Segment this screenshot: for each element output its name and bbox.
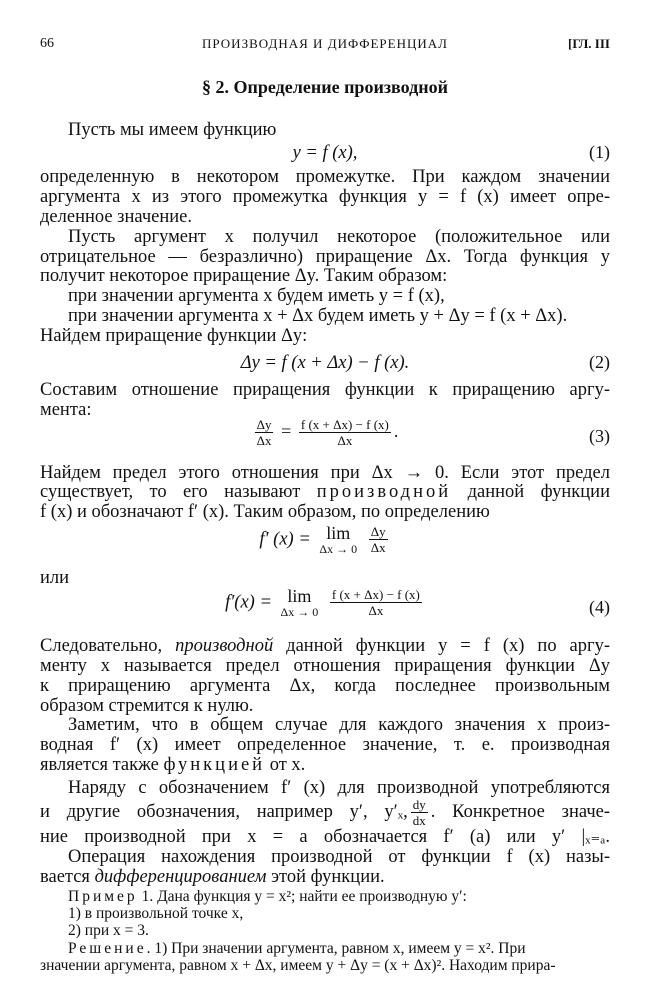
fraction: $\frac{dy}{dx}$ [412, 797, 426, 829]
fraction: $\frac{f (x + \Delta x) - f (x)}{\Delta x}$ [331, 587, 420, 619]
text-line: Пусть мы имеем функцию [68, 119, 277, 140]
fraction: $\frac{\Delta y}{\Delta x}$ [370, 524, 386, 556]
text-line: Заметим, что в общем случае для каждого значения x произ- [68, 715, 610, 736]
equation-number: (2) [589, 351, 610, 372]
text-line: к приращению аргумента Δx, когда последнее произвольным [40, 675, 610, 696]
spaced-term: Пример [68, 888, 138, 906]
spaced-term: Решение [68, 939, 147, 957]
text-line: и другие обозначения, например y′, y′ₓ, $\frac{dy}{dx}$ . Конкретное значе- [40, 797, 611, 829]
equation-number: (1) [589, 142, 610, 162]
text-line: ние производной при x = a обозначается f′ (a) или y′ |ₓ₌ₐ. [40, 827, 610, 847]
equation-3: $\frac{\Delta y}{\Delta x}$ = $\frac{f (x + \Delta x) - f (x)}{\Delta x}$ . [256, 417, 399, 449]
equation-number: (4) [589, 597, 610, 618]
text-line: при значении аргумента x + Δx будем иметь y + Δy = f (x + Δx). [68, 305, 568, 326]
text-line: Следовательно, производной данной функции y = f (x) по аргу- [40, 636, 611, 657]
text-line: вается дифференцированием этой функции. [40, 866, 385, 887]
running-title: ПРОИЗВОДНАЯ И ДИФФЕРЕНЦИАЛ [202, 36, 448, 51]
limit: lim Δx → 0 [280, 585, 319, 619]
spaced-term: функцией [163, 755, 266, 775]
text-line: отрицательное — безразлично) приращение Δx. Тогда функция y [40, 246, 610, 267]
chapter-label: [ГЛ. III [567, 36, 610, 51]
page-number: 66 [40, 36, 54, 51]
text-line: определенную в некотором промежутке. При каждом значении [40, 167, 610, 188]
text-line: существует, то его называют производной данной функции [40, 482, 610, 503]
text-line: деленное значение. [40, 206, 193, 227]
page-header [40, 36, 610, 56]
text-line: мента: [40, 399, 92, 420]
fraction: $\frac{f (x + \Delta x) - f (x)}{\Delta x}$ [300, 417, 389, 449]
text-line: Наряду с обозначением f′ (x) для производной употребляются [68, 778, 610, 799]
limit: lim Δx → 0 [319, 522, 358, 556]
text-line: f (x) и обозначают f′ (x). Таким образом, по определению [40, 502, 490, 523]
text-line: получит некоторое приращение Δy. Таким образом: [40, 266, 448, 287]
text-line: Найдем приращение функции Δy: [40, 325, 308, 346]
text-line: является также функцией от x. [40, 755, 306, 775]
text-line: Найдем предел этого отношения при Δx → 0. Если этот предел [40, 462, 610, 483]
text-line: Пусть аргумент x получил некоторое (положительное или [68, 226, 610, 247]
equation-number: (3) [589, 425, 610, 446]
equation-definition: f′ (x) = lim Δx → 0 $\frac{\Delta y}{\Delta x}$ [259, 522, 386, 556]
example-line: 1) в произвольной точке x, [68, 905, 244, 923]
text-line: аргумента x из этого промежутка функция y = f (x) имеет опре- [40, 187, 610, 208]
text-line: или [40, 567, 70, 588]
text-line: образом стремится к нулю. [40, 695, 254, 716]
spaced-term: производной [316, 482, 452, 503]
text-line: менту x называется предел отношения приращения функции Δy [40, 656, 610, 676]
section-title: § 2. Определение производной [202, 77, 448, 97]
equation-4: f′(x) = lim Δx → 0 $\frac{f (x + \Delta x) - f (x)}{\Delta x}$ [225, 585, 420, 619]
example-line: 2) при x = 3. [68, 922, 149, 940]
text-line: при значении аргумента x будем иметь y = f (x), [68, 286, 445, 307]
example-line: Пример 1. Дана функция y = x²; найти ее производную y′: [68, 888, 467, 906]
fraction: $\frac{\Delta y}{\Delta x}$ [256, 417, 272, 449]
text-line: Составим отношение приращения функции к приращению аргу- [40, 379, 610, 400]
equation-1: y = f (x), [292, 143, 358, 163]
example-line: Решение. 1) При значении аргумента, равном x, имеем y = x². При [68, 939, 526, 957]
text-line: Операция нахождения производной от функции f (x) назы- [68, 846, 610, 867]
text-line: водная f′ (x) имеет определенное значение, т. е. производная [40, 735, 610, 756]
example-line: значении аргумента, равном x + Δx, имеем y + Δy = (x + Δx)². Находим прира- [40, 956, 556, 974]
equation-2: Δy = f (x + Δx) − f (x). [240, 352, 410, 373]
